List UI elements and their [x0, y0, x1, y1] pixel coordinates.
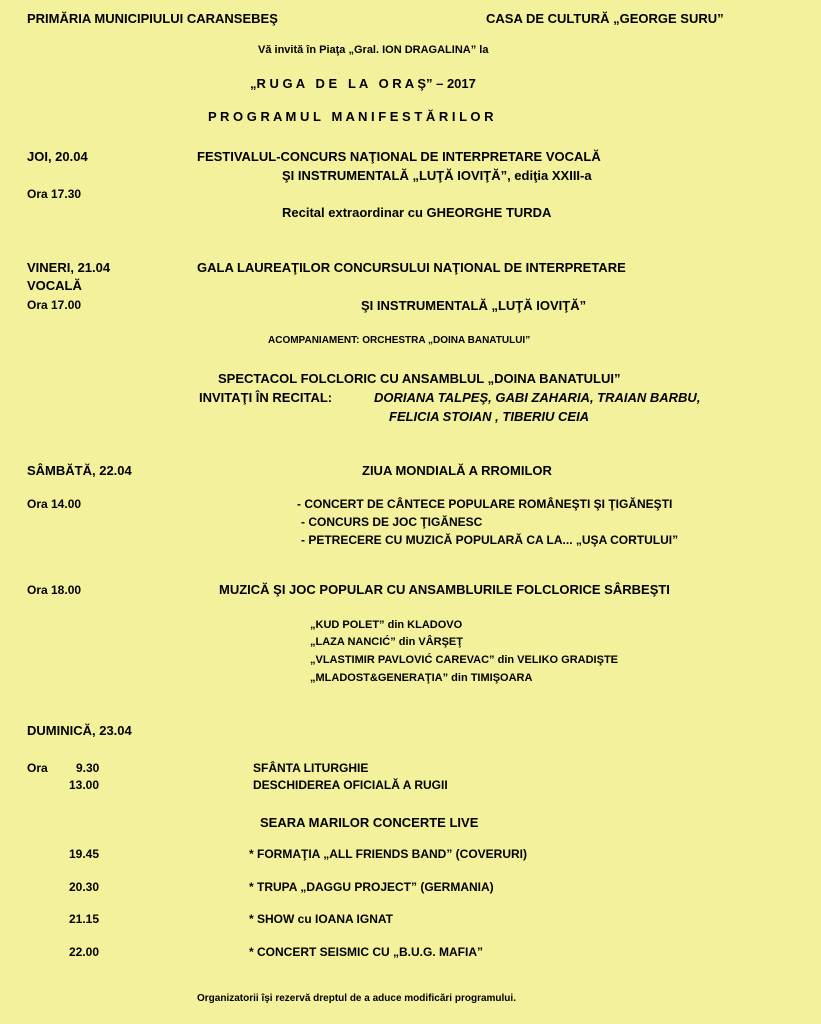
sunday-ora-label: Ora: [27, 761, 48, 775]
concert-time: 19.45: [69, 847, 100, 861]
sunday-time-1: 9.30: [76, 761, 100, 775]
saturday-time-2: Ora 18.00: [27, 583, 82, 597]
saturday-title: ZIUA MONDIALĂ A RROMILOR: [362, 463, 552, 478]
friday-line-2: ŞI INSTRUMENTALĂ „LUŢĂ IOVIŢĂ”: [361, 298, 587, 313]
ensemble-item: „KUD POLET” din KLADOVO: [310, 619, 463, 631]
day-thursday: JOI, 20.04: [27, 149, 88, 164]
concert-item: * CONCERT SEISMIC CU „B.U.G. MAFIA”: [249, 945, 484, 959]
friday-day-continuation: VOCALĂ: [27, 278, 82, 293]
ensemble-item: „VLASTIMIR PAVLOVIĆ CAREVAC” din VELIKO GRADIŞTE: [310, 654, 619, 666]
thursday-recital: Recital extraordinar cu GHEORGHE TURDA: [282, 205, 552, 220]
friday-guests-line-2: FELICIA STOIAN , TIBERIU CEIA: [389, 409, 590, 424]
day-sunday: DUMINICĂ, 23.04: [27, 723, 132, 738]
organizer-right: CASA DE CULTURĂ „GEORGE SURU”: [486, 11, 724, 26]
ensemble-item: „LAZA NANCIĆ” din VÂRŞEŢ: [310, 636, 463, 648]
thursday-line-1: FESTIVALUL-CONCURS NAŢIONAL DE INTERPRETARE VOCALĂ: [197, 149, 601, 164]
friday-time: Ora 17.00: [27, 298, 82, 312]
invitation-line: Vă invită în Piaţa „Gral. ION DRAGALINA” la: [258, 44, 489, 56]
friday-guests-label: INVITAŢI ÎN RECITAL:: [199, 390, 333, 405]
footer-note: Organizatorii îşi rezervă dreptul de a aduce modificări programului.: [197, 993, 516, 1004]
thursday-line-2: ŞI INSTRUMENTALĂ „LUŢĂ IOVIŢĂ”, ediţia XXIII-a: [282, 168, 592, 183]
friday-show: SPECTACOL FOLCLORIC CU ANSAMBLUL „DOINA BANATULUI”: [218, 371, 621, 386]
organizer-left: PRIMĂRIA MUNICIPIULUI CARANSEBEŞ: [27, 11, 278, 26]
program-title: P R O G R A M U L M A N I F E S T Ă R I L O R: [208, 109, 494, 124]
friday-guests-line-1: DORIANA TALPEŞ, GABI ZAHARIA, TRAIAN BARBU,: [374, 390, 701, 405]
sunday-evening-title: SEARA MARILOR CONCERTE LIVE: [260, 815, 479, 830]
concert-item: * SHOW cu IOANA IGNAT: [249, 912, 393, 926]
thursday-time: Ora 17.30: [27, 187, 82, 201]
friday-accompaniment: ACOMPANIAMENT: ORCHESTRA „DOINA BANATULUI”: [268, 335, 531, 346]
sunday-event-1: SFÂNTA LITURGHIE: [253, 761, 369, 775]
concert-item: * FORMAŢIA „ALL FRIENDS BAND” (COVERURI): [249, 847, 527, 861]
saturday-item: - CONCURS DE JOC ŢIGĂNESC: [301, 515, 483, 529]
concert-time: 21.15: [69, 912, 100, 926]
saturday-item: - CONCERT DE CÂNTECE POPULARE ROMÂNEŞTI ŞI ŢIGĂNEŞTI: [297, 497, 673, 511]
sunday-time-2: 13.00: [69, 778, 100, 792]
ensemble-item: „MLADOST&GENERAŢIA” din TIMIŞOARA: [310, 672, 533, 684]
saturday-title-2: MUZICĂ ŞI JOC POPULAR CU ANSAMBLURILE FOLCLORICE SÂRBEŞTI: [219, 582, 670, 597]
saturday-time-1: Ora 14.00: [27, 497, 82, 511]
saturday-item: - PETRECERE CU MUZICĂ POPULARĂ CA LA... „UŞA CORTULUI”: [301, 533, 679, 547]
concert-item: * TRUPA „DAGGU PROJECT” (GERMANIA): [249, 880, 494, 894]
event-title: „R U G A D E L A O R A Ş” – 2017: [250, 76, 476, 91]
day-friday: VINERI, 21.04: [27, 260, 111, 275]
friday-line-1: GALA LAUREAŢILOR CONCURSULUI NAŢIONAL DE INTERPRETARE: [197, 260, 626, 275]
day-saturday: SÂMBĂTĂ, 22.04: [27, 463, 132, 478]
concert-time: 22.00: [69, 945, 100, 959]
sunday-event-2: DESCHIDEREA OFICIALĂ A RUGII: [253, 778, 448, 792]
concert-time: 20.30: [69, 880, 100, 894]
